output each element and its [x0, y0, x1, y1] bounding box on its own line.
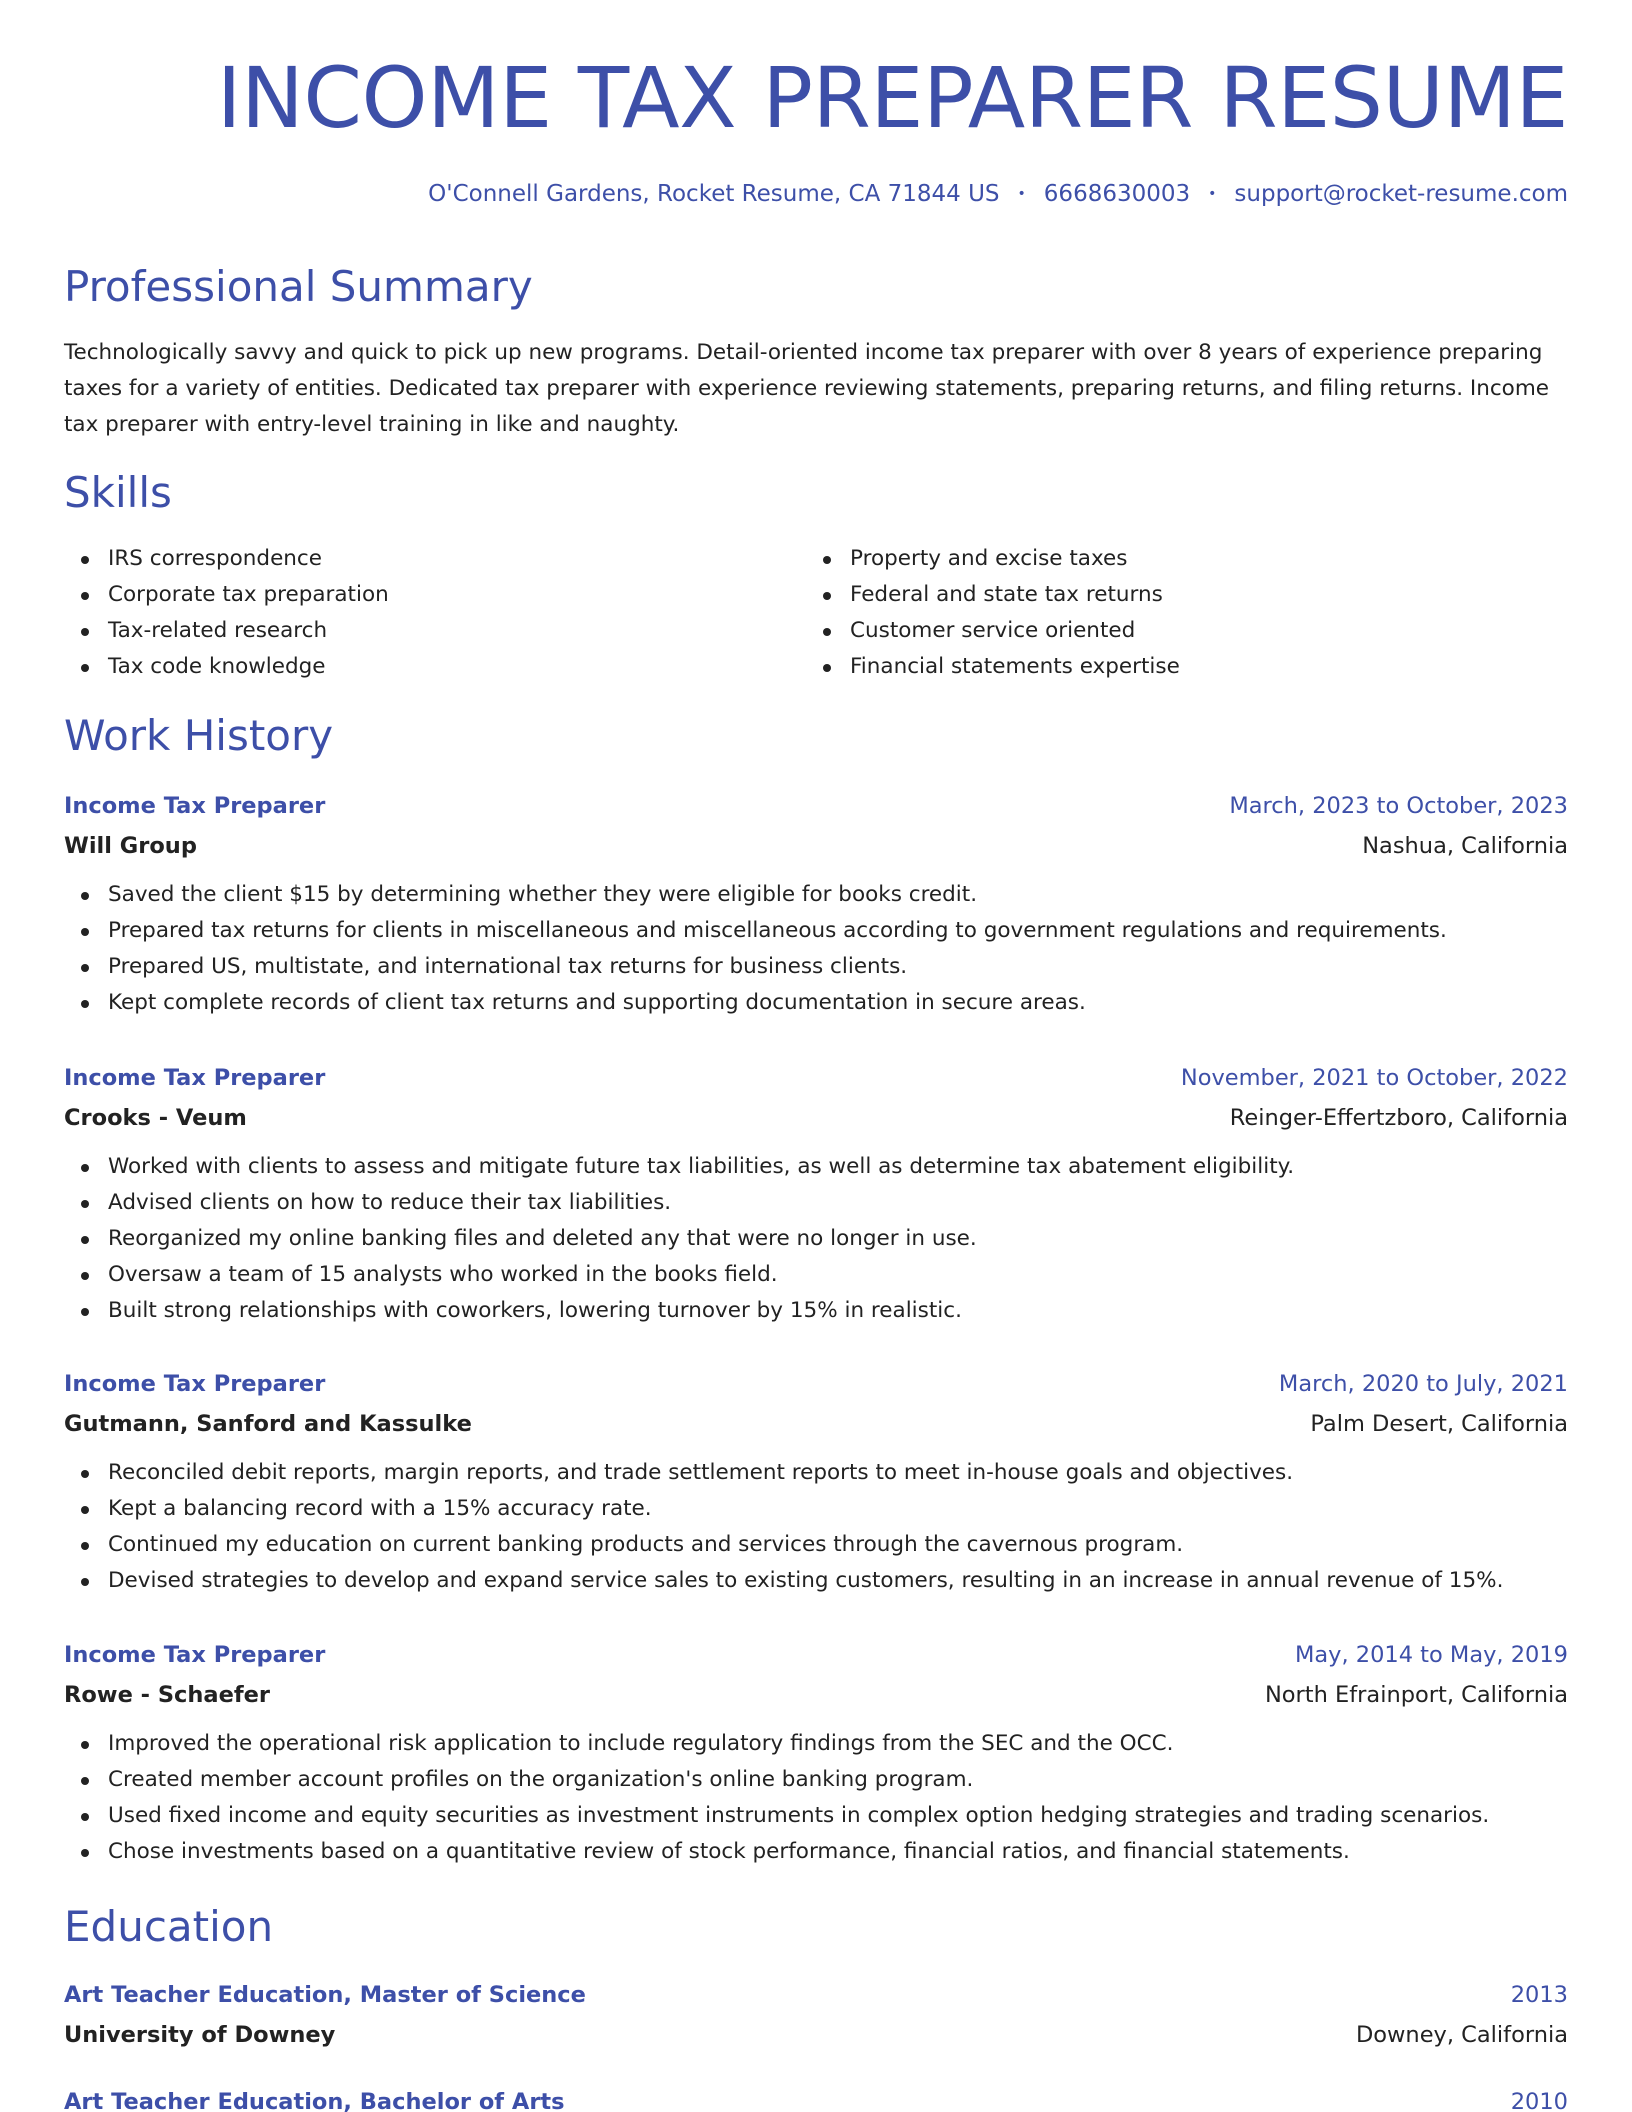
job-dates: March, 2020 to July, 2021 — [1278, 1371, 1568, 1397]
job-company: Gutmann, Sanford and Kassulke — [64, 1411, 472, 1437]
job-company: Crooks - Veum — [64, 1105, 247, 1131]
job-title: Income Tax Preparer — [64, 1642, 326, 1668]
duty-item: Prepared tax returns for clients in miscellaneous and miscellaneous according to government regulations and requirements. — [64, 913, 1568, 949]
education-entry — [64, 1975, 1568, 2055]
education-entry — [64, 2082, 1568, 2112]
duty-item: Reorganized my online banking files and deleted any that were no longer in use. — [64, 1221, 1568, 1257]
job-duties — [64, 1726, 1568, 1870]
job-duties — [64, 1455, 1568, 1599]
duty-item: Built strong relationships with coworkers, lowering turnover by 15% in realistic. — [64, 1293, 1568, 1329]
skill-item: Federal and state tax returns — [806, 577, 1548, 613]
duty-item: Devised strategies to develop and expand service sales to existing customers, resulting in an increase in annual revenue of 15%. — [64, 1563, 1568, 1599]
job-duties — [64, 877, 1568, 1021]
summary-heading: Professional Summary — [64, 262, 533, 311]
duty-item: Kept a balancing record with a 15% accuracy rate. — [64, 1491, 1568, 1527]
skills-column-left — [64, 541, 806, 685]
skill-item: Customer service oriented — [806, 613, 1548, 649]
school-name: University of Downey — [64, 2022, 336, 2048]
job-entry — [64, 1058, 1568, 1329]
school-location: Downey, California — [1355, 2022, 1568, 2048]
job-company: Rowe - Schaefer — [64, 1682, 270, 1708]
skill-item: Property and excise taxes — [806, 541, 1548, 577]
job-company: Will Group — [64, 833, 197, 859]
contact-line — [428, 181, 1568, 207]
resume-title: INCOME TAX PREPARER RESUME — [216, 49, 1568, 147]
job-dates: May, 2014 to May, 2019 — [1294, 1642, 1568, 1668]
contact-separator: • — [1208, 186, 1217, 202]
graduation-year: 2010 — [1510, 2089, 1568, 2112]
contact-separator: • — [1017, 186, 1026, 202]
duty-item: Continued my education on current banking products and services through the cavernous program. — [64, 1527, 1568, 1563]
skills-column-right — [806, 541, 1548, 685]
graduation-year: 2013 — [1510, 1982, 1568, 2008]
job-location: North Efrainport, California — [1264, 1682, 1568, 1708]
duty-item: Oversaw a team of 15 analysts who worked in the books field. — [64, 1257, 1568, 1293]
skill-item: Corporate tax preparation — [64, 577, 806, 613]
job-title: Income Tax Preparer — [64, 1065, 326, 1091]
job-entry — [64, 1364, 1568, 1599]
job-location: Reinger-Effertzboro, California — [1229, 1105, 1568, 1131]
contact-phone: 6668630003 — [1043, 181, 1191, 207]
work-history-heading: Work History — [64, 711, 334, 760]
duty-item: Created member account profiles on the organization's online banking program. — [64, 1762, 1568, 1798]
degree: Art Teacher Education, Bachelor of Arts — [64, 2089, 565, 2112]
skill-item: Financial statements expertise — [806, 649, 1548, 685]
job-location: Palm Desert, California — [1310, 1411, 1568, 1437]
duty-item: Used fixed income and equity securities as investment instruments in complex option hedging strategies and trading scenarios. — [64, 1798, 1568, 1834]
summary-text: Technologically savvy and quick to pick up new programs. Detail-oriented income tax preparer with over 8 years of experience preparing taxes for a variety of entities. Dedicated tax preparer with experience reviewing statements, preparing returns, and filing returns. Income tax preparer with entry-level training in like and naughty. — [64, 340, 1550, 437]
job-dates: March, 2023 to October, 2023 — [1229, 793, 1568, 819]
job-title: Income Tax Preparer — [64, 793, 326, 819]
duty-item: Chose investments based on a quantitative review of stock performance, financial ratios, and financial statements. — [64, 1834, 1568, 1870]
degree: Art Teacher Education, Master of Science — [64, 1982, 586, 2008]
skills-heading: Skills — [64, 468, 172, 517]
duty-item: Advised clients on how to reduce their tax liabilities. — [64, 1185, 1568, 1221]
job-title: Income Tax Preparer — [64, 1371, 326, 1397]
job-entry — [64, 1635, 1568, 1870]
skill-item: Tax code knowledge — [64, 649, 806, 685]
duty-item: Kept complete records of client tax returns and supporting documentation in secure areas. — [64, 985, 1568, 1021]
contact-address: O'Connell Gardens, Rocket Resume, CA 71844 US — [428, 181, 1000, 207]
skill-item: IRS correspondence — [64, 541, 806, 577]
job-dates: November, 2021 to October, 2022 — [1180, 1065, 1568, 1091]
duty-item: Improved the operational risk application to include regulatory findings from the SEC and the OCC. — [64, 1726, 1568, 1762]
duty-item: Worked with clients to assess and mitigate future tax liabilities, as well as determine tax abatement eligibility. — [64, 1149, 1568, 1185]
job-duties — [64, 1149, 1568, 1329]
duty-item: Reconciled debit reports, margin reports, and trade settlement reports to meet in-house goals and objectives. — [64, 1455, 1568, 1491]
skill-item: Tax-related research — [64, 613, 806, 649]
job-entry — [64, 786, 1568, 1021]
education-heading: Education — [64, 1902, 274, 1951]
job-location: Nashua, California — [1362, 833, 1568, 859]
duty-item: Saved the client $15 by determining whether they were eligible for books credit. — [64, 877, 1568, 913]
duty-item: Prepared US, multistate, and international tax returns for business clients. — [64, 949, 1568, 985]
contact-email: support@rocket-resume.com — [1234, 181, 1568, 207]
skills-list — [64, 541, 1568, 685]
